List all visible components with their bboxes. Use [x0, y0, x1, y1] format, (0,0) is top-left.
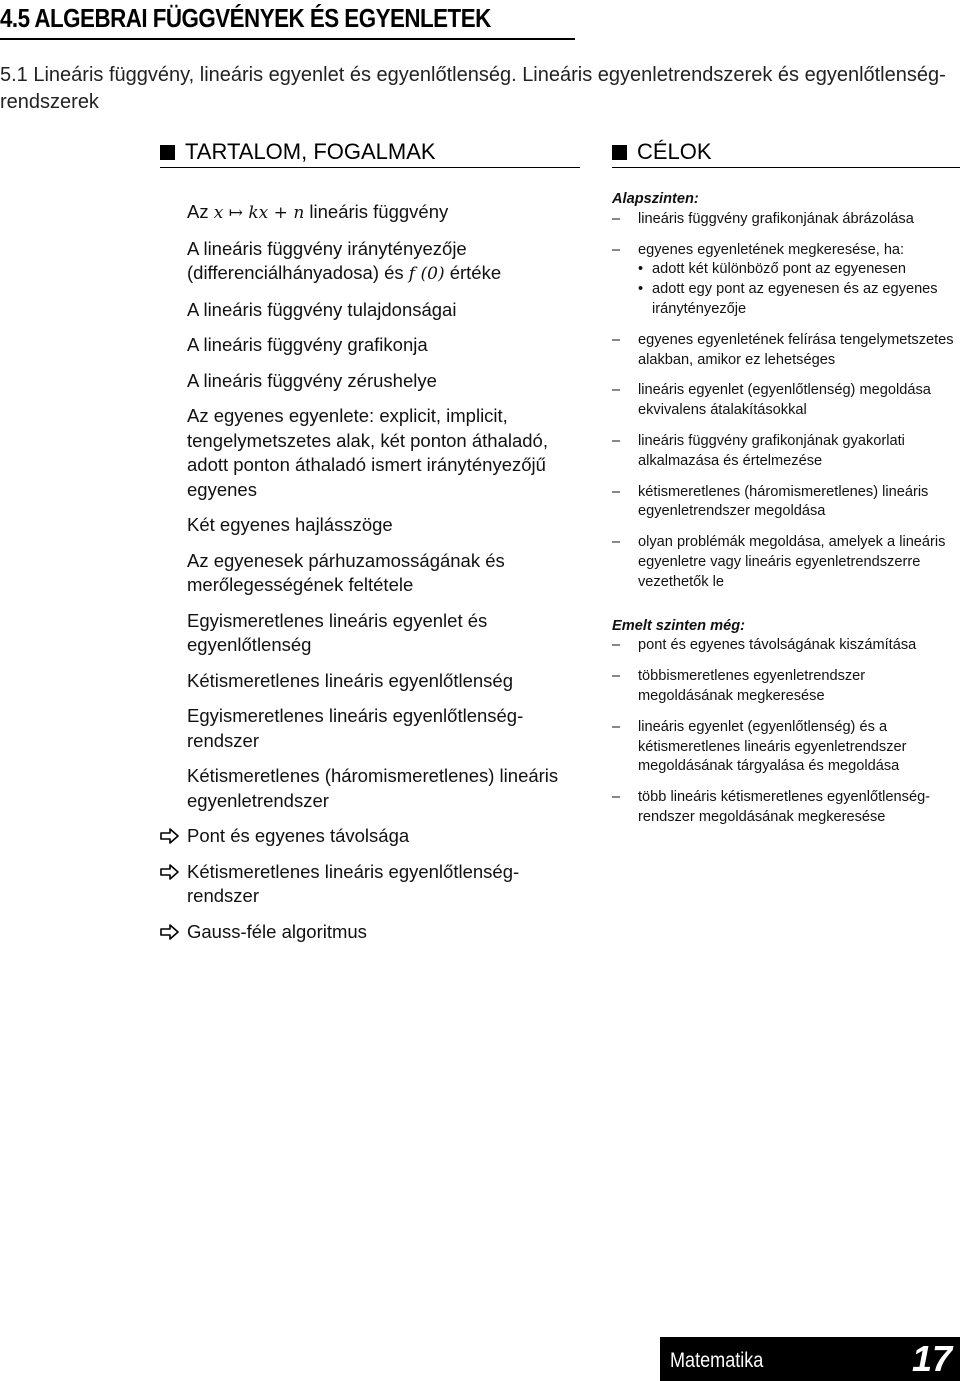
arrow-right-icon [160, 827, 180, 845]
advanced-level-label: Emelt szinten még: [612, 617, 745, 634]
list-item: Egyismeretlenes lineáris egyenlőtlenség-rendszer [187, 705, 524, 751]
list-item: A lineáris függvény iránytényezője (differenciálhányadosa) és f (0) értéke [187, 237, 502, 284]
dash-marker: – [612, 483, 621, 500]
bullet-dot: • [638, 261, 644, 278]
list-item: Pont és egyenes távolsága [160, 824, 580, 849]
arrow-right-icon [160, 923, 180, 941]
goal-item: – több lineáris kétismeretlenes egyenlőtlenség-rendszer megoldásának megkeresése [612, 789, 931, 825]
list-item: Az egyenesek párhuzamosságának és merőlegességének feltétele [187, 549, 505, 595]
dash-marker: – [612, 382, 621, 399]
bullet-dot: • [638, 281, 644, 298]
math-expression: x ↦ kx + n [213, 203, 305, 223]
page-footer [660, 1337, 960, 1381]
list-item: Kétismeretlenes lineáris egyenlőtlenség-rendszer [160, 860, 580, 909]
contents-heading [160, 137, 580, 168]
list-item: Kétismeretlenes lineáris egyenlőtlenség [187, 669, 513, 691]
contents-heading-text: TARTALOM, FOGALMAK [185, 139, 436, 164]
arrow-right-icon [160, 863, 180, 881]
square-bullet-icon [160, 145, 175, 160]
goal-item: – többismeretlenes egyenletrendszer megoldásának megkeresése [612, 668, 866, 704]
list-item: A lineáris függvény grafikonja [187, 334, 428, 355]
list-item: A lineáris függvény tulajdonságai [187, 298, 457, 320]
square-bullet-icon [612, 145, 627, 160]
list-item: Kétismeretlenes (háromismeretlenes) lineáris egyenletrendszer [187, 765, 559, 811]
goal-item: – lineáris egyenlet (egyenlőtlenség) megoldása ekvivalens átalakításokkal [612, 382, 931, 419]
goals-heading-text: CÉLOK [637, 139, 712, 164]
list-item: Két egyenes hajlásszöge [187, 514, 393, 535]
goal-item: – lineáris függvény grafikonjának ábrázolása [612, 210, 960, 230]
sub-goal-item: • adott két különböző pont az egyenesen [638, 260, 960, 280]
goal-item: – egyenes egyenletének megkeresése, ha: • adott két különböző pont az egyenesen • adott egy pont az egyenesen és az egyenes iránytényezője [612, 241, 960, 320]
dash-marker: – [612, 668, 621, 685]
list-item: Az x ↦ kx + n lineáris függvény [187, 201, 449, 223]
basic-level-label: Alapszinten: [612, 191, 699, 207]
contents-list [160, 200, 580, 955]
footer-subject: Matematika [670, 1349, 764, 1372]
sub-goal-item: • adott egy pont az egyenesen és az egyenes iránytényezője [638, 281, 938, 317]
math-expression: f (0) [408, 264, 445, 284]
dash-marker: – [612, 637, 621, 654]
dash-marker: – [612, 432, 621, 449]
chapter-title-box [0, 0, 575, 40]
goals-heading [612, 137, 960, 168]
goals-list [612, 190, 960, 839]
list-item: Gauss-féle algoritmus [160, 920, 580, 945]
goal-item: – kétismeretlenes (háromismeretlenes) lineáris egyenletrendszer megoldása [612, 483, 929, 520]
dash-marker: – [612, 331, 621, 348]
goal-item: – lineáris függvény grafikonjának gyakorlati alkalmazása és értelmezése [612, 432, 905, 469]
dash-marker: – [612, 241, 621, 258]
dash-marker: – [612, 534, 621, 551]
goal-item: – lineáris egyenlet (egyenlőtlenség) és a kétismeretlenes lineáris egyenletrendszer megoldásának tárgyalása és megoldása [612, 718, 907, 775]
dash-marker: – [612, 718, 621, 735]
goal-item: – egyenes egyenletének felírása tengelymetszetes alakban, amikor ez lehetséges [612, 331, 954, 368]
list-item: Az egyenes egyenlete: explicit, implicit, tengelymetszetes alak, két ponton áthaladó, adott ponton áthaladó ismert iránytényezőjű egyenes [187, 405, 548, 500]
page-number: 17 [911, 1338, 952, 1379]
chapter-title: 4.5 ALGEBRAI FÜGGVÉNYEK ÉS EGYENLETEK [0, 3, 491, 33]
dash-marker: – [612, 210, 621, 227]
list-item: A lineáris függvény zérushelye [187, 369, 437, 391]
section-subtitle: 5.1 Lineáris függvény, lineáris egyenlet és egyenlőtlenség. Lineáris egyenletrendszerek és egyenlőtlenség-rendszerek [0, 64, 946, 113]
list-item: Egyismeretlenes lineáris egyenlet és egyenlőtlenség [187, 609, 488, 655]
goal-item: – olyan problémák megoldása, amelyek a lineáris egyenletre vagy lineáris egyenletrendszerre vezethetők le [612, 534, 946, 590]
dash-marker: – [612, 789, 621, 806]
goal-item: – pont és egyenes távolságának kiszámítása [612, 636, 960, 656]
